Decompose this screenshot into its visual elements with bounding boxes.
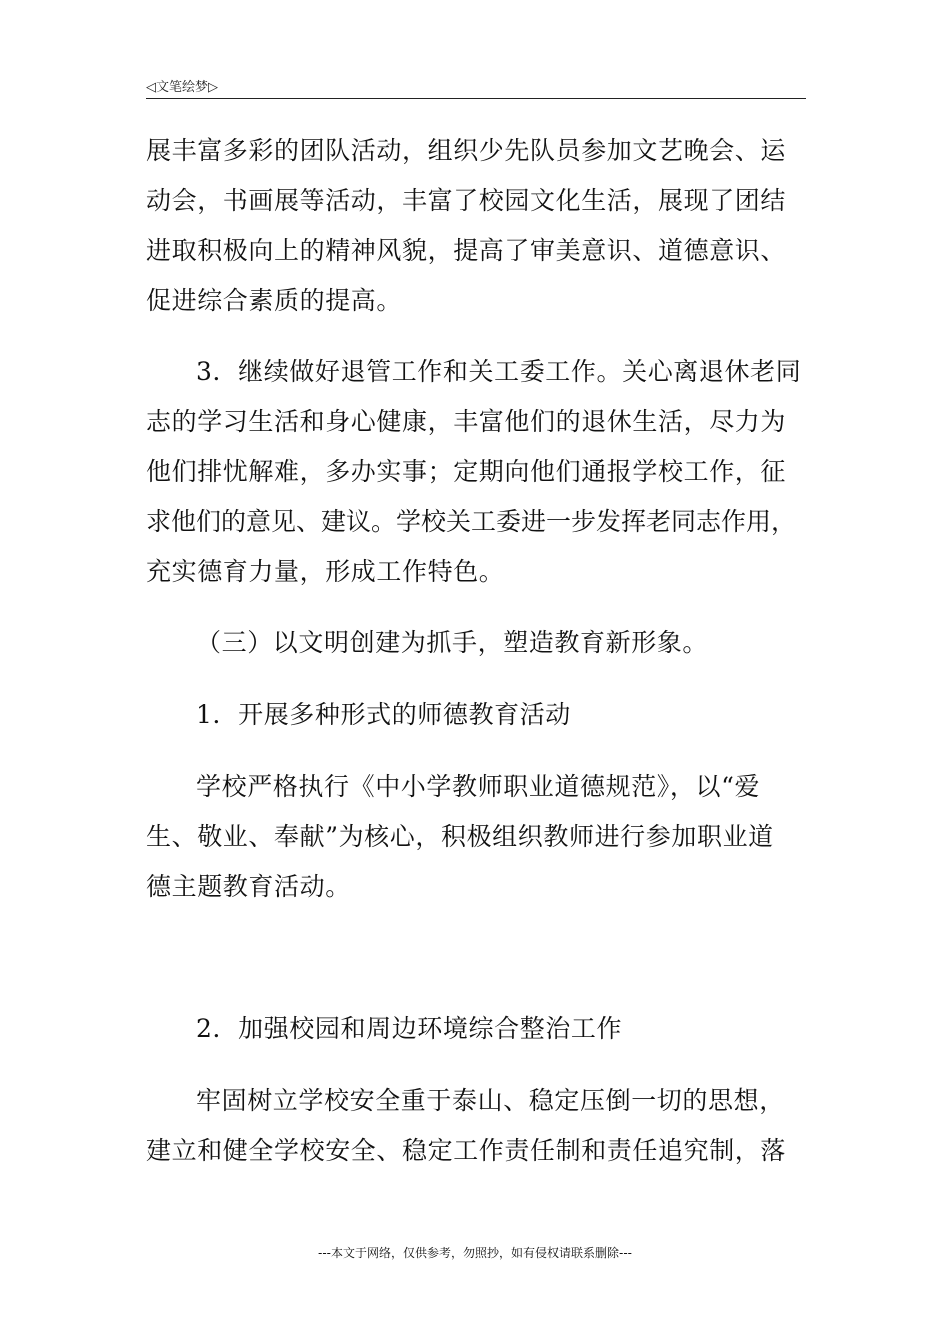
- subsection-heading: 1．开展多种形式的师德教育活动: [196, 700, 571, 729]
- text-line: 求他们的意见、建议。学校关工委进一步发挥老同志作用，: [146, 507, 797, 536]
- text-line: 展丰富多彩的团队活动，组织少先队员参加文艺晚会、运: [146, 136, 787, 165]
- text-line: 进取积极向上的精神风貌，提高了审美意识、道德意识、: [146, 236, 787, 265]
- text-line: 促进综合素质的提高。: [146, 286, 403, 315]
- text-line: 牢固树立学校安全重于泰山、稳定压倒一切的思想，: [196, 1086, 785, 1115]
- text-line: 3．继续做好退管工作和关工委工作。关心离退休老同: [196, 357, 802, 386]
- header-title: ◁文笔绘梦▷: [146, 80, 218, 95]
- text-line: 学校严格执行《中小学教师职业道德规范》，以“爱: [196, 772, 761, 801]
- text-line: 志的学习生活和身心健康，丰富他们的退休生活，尽力为: [146, 407, 787, 436]
- page-footer: ---本文于网络，仅供参考，勿照抄，如有侵权请联系删除---: [318, 1246, 632, 1260]
- page-header: [146, 74, 806, 99]
- section-heading: （三）以文明创建为抓手，塑造教育新形象。: [196, 628, 709, 657]
- text-line: 德主题教育活动。: [146, 872, 351, 901]
- text-line: 生、敬业、奉献”为核心，积极组织教师进行参加职业道: [146, 822, 774, 851]
- text-line: 他们排忧解难，多办实事；定期向他们通报学校工作，征: [146, 457, 787, 486]
- text-line: 充实德育力量，形成工作特色。: [146, 557, 505, 586]
- text-line: 建立和健全学校安全、稳定工作责任制和责任追究制，落: [146, 1136, 787, 1165]
- subsection-heading: 2．加强校园和周边环境综合整治工作: [196, 1014, 623, 1043]
- text-line: 动会，书画展等活动，丰富了校园文化生活，展现了团结: [146, 186, 787, 215]
